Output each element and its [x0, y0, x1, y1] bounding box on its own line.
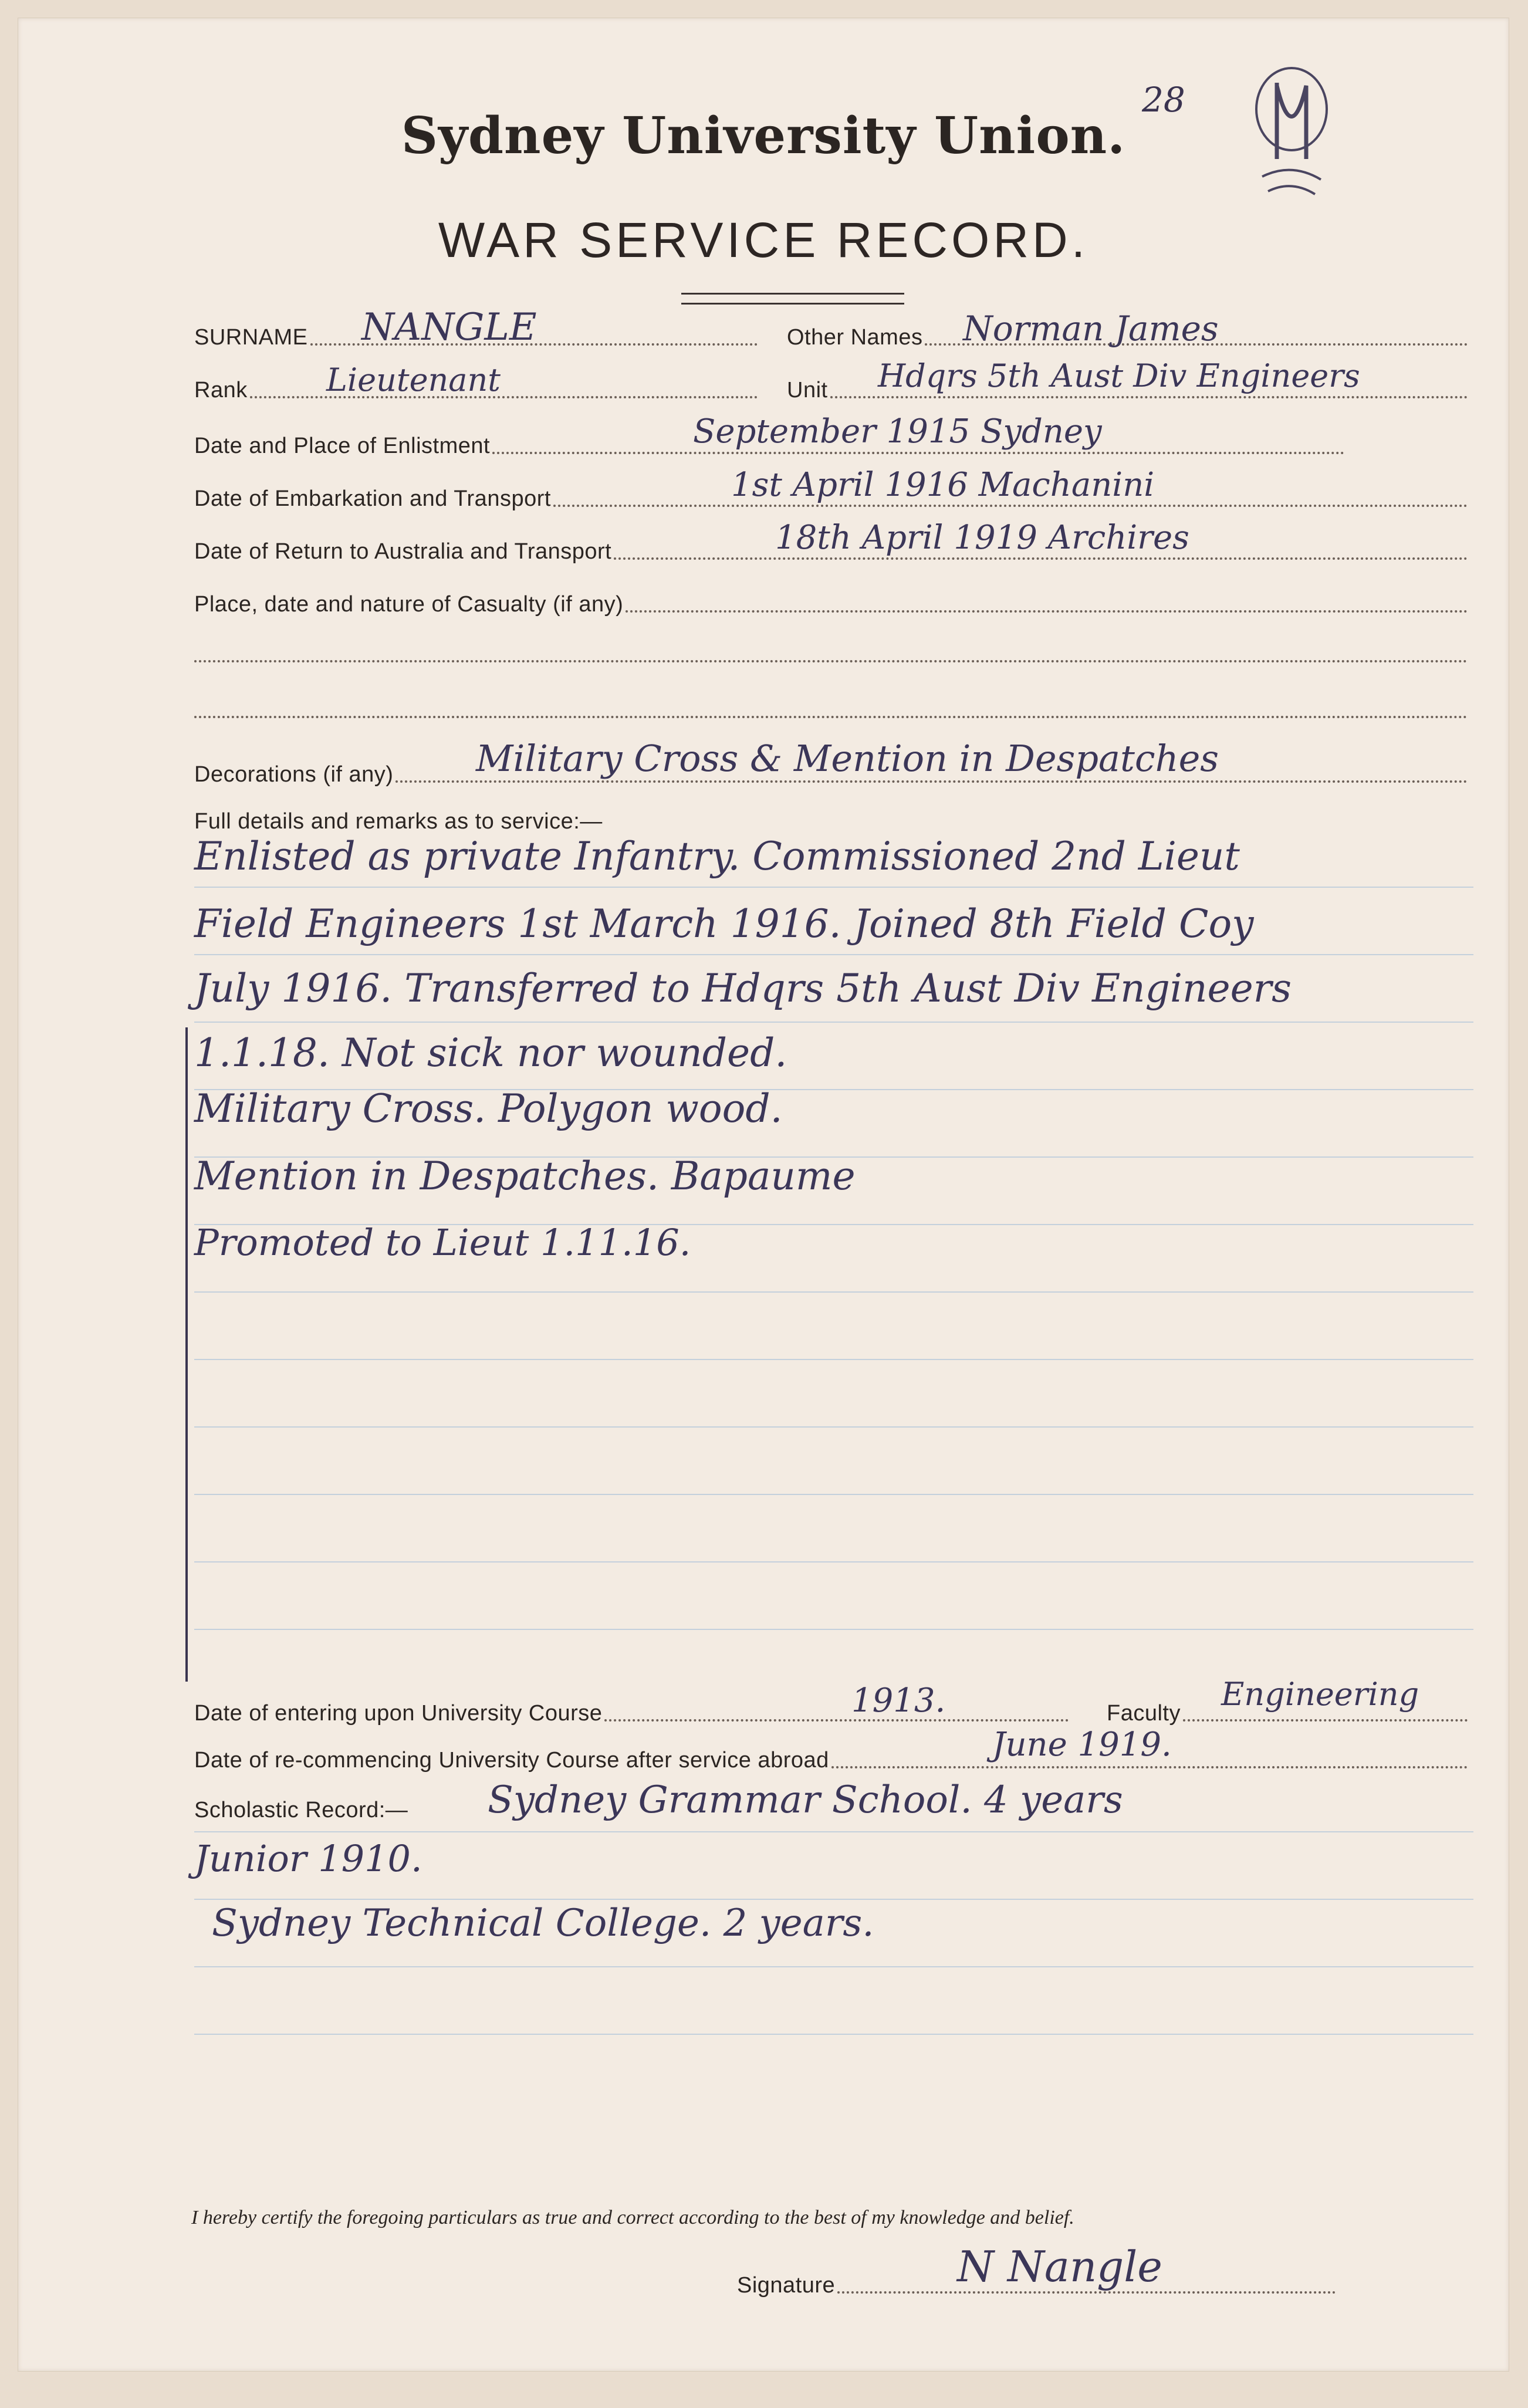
- ruled-line: [194, 2034, 1473, 2035]
- ruled-line: [194, 1022, 1473, 1023]
- ruled-line: [194, 954, 1473, 955]
- other-names-label: Other Names: [787, 325, 923, 350]
- recommence-dotline: [831, 1766, 1468, 1768]
- recommence-row: [194, 1740, 1468, 1775]
- surname-label: SURNAME: [194, 325, 308, 350]
- faculty-value: Engineering: [1221, 1676, 1419, 1713]
- unit-value: Hdqrs 5th Aust Div Engineers: [878, 357, 1360, 394]
- ruled-line: [194, 1629, 1473, 1630]
- rank-value: Lieutenant: [326, 361, 501, 398]
- page-number: 28: [1142, 80, 1185, 120]
- remarks-line-1: Enlisted as private Infantry. Commissioned 2nd Lieut: [194, 834, 1240, 879]
- casualty-dotline: [626, 610, 1468, 613]
- decorations-dotline: [395, 780, 1468, 783]
- recommence-label: Date of re-commencing University Course after service abroad: [194, 1748, 829, 1773]
- recommence-value: June 1919.: [992, 1726, 1172, 1764]
- univ-entry-dotline: [604, 1719, 1069, 1722]
- faculty-dotline: [1183, 1719, 1468, 1722]
- embarkation-value: 1st April 1916 Machanini: [731, 466, 1155, 504]
- return-value: 18th April 1919 Archires: [775, 519, 1189, 557]
- return-dotline: [614, 557, 1468, 560]
- surname-value: NANGLE: [361, 306, 537, 349]
- enlistment-dotline: [492, 452, 1344, 454]
- decorations-label: Decorations (if any): [194, 762, 394, 787]
- casualty-row: [194, 584, 1468, 620]
- rank-label: Rank: [194, 378, 248, 403]
- casualty-label: Place, date and nature of Casualty (if any): [194, 592, 624, 617]
- title-divider: [681, 293, 904, 305]
- ruled-line: [194, 1359, 1473, 1360]
- ruled-line: [194, 1966, 1473, 1967]
- form-subtitle: WAR SERVICE RECORD.: [438, 212, 1089, 268]
- margin-bracket-line: [185, 1027, 188, 1682]
- ruled-line: [194, 887, 1473, 888]
- scholastic-line-2: Junior 1910.: [194, 1837, 422, 1880]
- unit-label: Unit: [787, 378, 828, 403]
- scholastic-label: Scholastic Record:—: [194, 1798, 408, 1822]
- signature-dotline: [837, 2291, 1336, 2294]
- embarkation-label: Date of Embarkation and Transport: [194, 486, 551, 511]
- remarks-line-3: July 1916. Transferred to Hdqrs 5th Aust Div Engineers: [194, 966, 1292, 1011]
- ruled-line: [194, 1426, 1473, 1428]
- ruled-line: [194, 1291, 1473, 1293]
- remarks-line-6: Mention in Despatches. Bapaume: [194, 1154, 856, 1199]
- return-label: Date of Return to Australia and Transport: [194, 539, 612, 564]
- remarks-line-2: Field Engineers 1st March 1916. Joined 8th Field Coy: [194, 901, 1254, 946]
- enlistment-value: September 1915 Sydney: [693, 412, 1102, 451]
- remarks-line-5: Military Cross. Polygon wood.: [194, 1086, 783, 1131]
- ruled-line: [194, 1561, 1473, 1563]
- remarks-line-4: 1.1.18. Not sick nor wounded.: [194, 1030, 787, 1076]
- ruled-line: [194, 1494, 1473, 1495]
- record-sheet: [18, 18, 1509, 2372]
- univ-entry-value: 1913.: [851, 1682, 946, 1720]
- scholastic-line-3: Sydney Technical College. 2 years.: [212, 1902, 874, 1945]
- signature-value: N Nangle: [957, 2242, 1162, 2291]
- decorations-value: Military Cross & Mention in Despatches: [476, 737, 1219, 780]
- remarks-line-7: Promoted to Lieut 1.11.16.: [194, 1221, 691, 1264]
- remarks-label-row: [194, 801, 722, 837]
- casualty-blank-line-2: [194, 690, 1468, 725]
- univ-entry-label: Date of entering upon University Course: [194, 1701, 603, 1726]
- unit-dotline: [830, 396, 1468, 398]
- casualty-blank-line-1: [194, 634, 1468, 669]
- embarkation-dotline: [553, 505, 1468, 507]
- faculty-label: Faculty: [1107, 1701, 1181, 1726]
- enlistment-label: Date and Place of Enlistment: [194, 434, 491, 458]
- ruled-line: [194, 1899, 1473, 1900]
- remarks-label: Full details and remarks as to service:—: [194, 809, 603, 834]
- form-title: Sydney University Union.: [401, 106, 1126, 165]
- scholastic-line-1: Sydney Grammar School. 4 years: [488, 1778, 1123, 1822]
- certification-text: I hereby certify the foregoing particulars as true and correct according to the best of my knowledge and belief.: [191, 2207, 1074, 2228]
- scholastic-row: [194, 1790, 488, 1825]
- signature-label: Signature: [737, 2273, 836, 2298]
- other-names-value: Norman James: [963, 309, 1219, 349]
- ruled-line: [194, 1831, 1473, 1832]
